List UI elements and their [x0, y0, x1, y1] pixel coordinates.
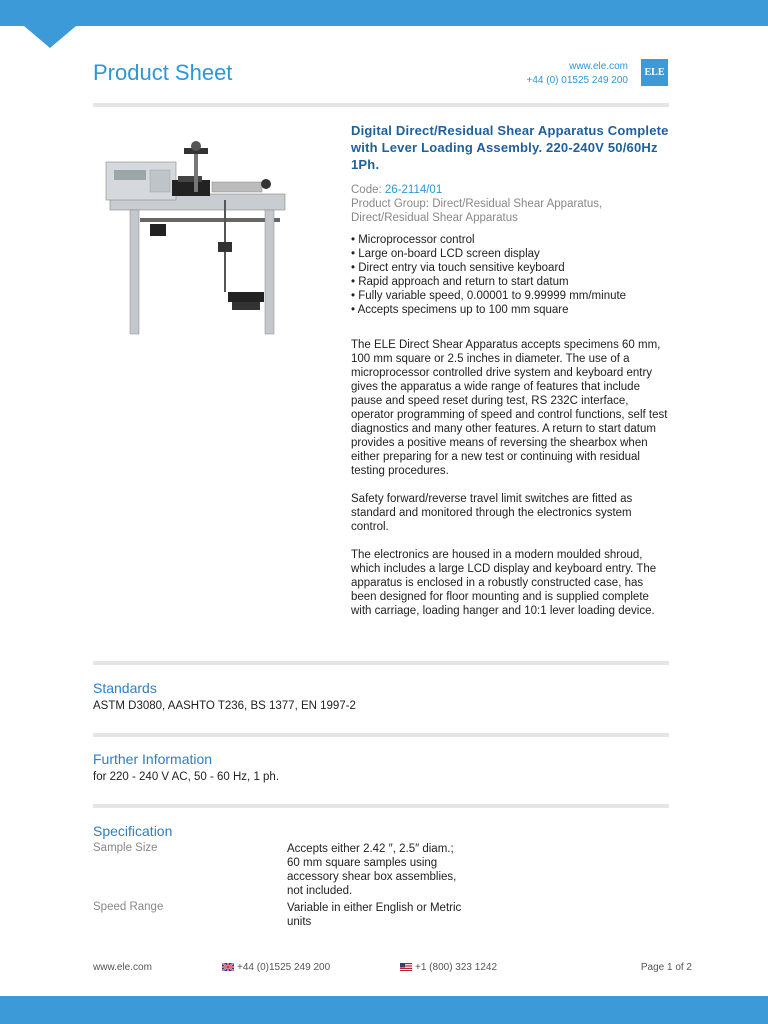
header-website-link[interactable]: www.ele.com	[569, 61, 628, 72]
bottom-band	[0, 996, 768, 1024]
header-divider	[93, 103, 669, 107]
further-info-text: for 220 - 240 V AC, 50 - 60 Hz, 1 ph.	[93, 771, 280, 783]
further-info-divider	[93, 733, 669, 737]
product-group-link-1[interactable]: Direct/Residual Shear Apparatus,	[432, 198, 603, 210]
footer-us-phone	[400, 962, 497, 973]
page-title: Product Sheet	[93, 60, 233, 85]
feature-item: • Accepts specimens up to 100 mm square	[351, 304, 569, 316]
spec-value-sample-size: Accepts either 2.42 ″, 2.5″ diam.; 60 mm square samples using accessory shear box assemblies, not included.	[287, 843, 457, 897]
feature-item: • Direct entry via touch sensitive keyboard	[351, 262, 565, 274]
specification-divider	[93, 804, 669, 808]
feature-item: • Rapid approach and return to start datum	[351, 276, 569, 288]
product-details	[351, 122, 669, 618]
ele-logo: ELE	[641, 59, 668, 86]
specification-heading: Specification	[93, 823, 173, 839]
further-info-heading: Further Information	[93, 751, 213, 767]
product-code	[351, 183, 669, 197]
footer-uk-phone	[222, 962, 330, 973]
feature-item: • Fully variable speed, 0.00001 to 9.99999 mm/minute	[351, 290, 627, 302]
code-label: Code:	[351, 184, 382, 196]
us-flag-icon	[400, 963, 412, 971]
product-code-link[interactable]: 26-2114/01	[384, 184, 443, 196]
uk-phone-text: +44 (0)1525 249 200	[237, 962, 331, 973]
header-contact	[527, 60, 628, 88]
product-image	[100, 122, 290, 352]
feature-item: • Microprocessor control	[351, 234, 475, 246]
spec-value-speed-range: Variable in either English or Metric units	[287, 902, 462, 928]
spec-label-sample-size: Sample Size	[93, 842, 158, 854]
standards-divider	[93, 661, 669, 665]
uk-flag-icon	[222, 963, 234, 971]
product-title: Digital Direct/Residual Shear Apparatus Complete with Lever Loading Assembly. 220-240V 50/60Hz 1Ph.	[351, 123, 669, 172]
feature-item: • Large on-board LCD screen display	[351, 248, 540, 260]
standards-text: ASTM D3080, AASHTO T236, BS 1377, EN 1997-2	[93, 700, 356, 712]
page-number: Page 1 of 2	[640, 962, 692, 973]
us-phone-text: +1 (800) 323 1242	[415, 962, 498, 973]
feature-list	[351, 233, 669, 317]
description-paragraph: The electronics are housed in a modern moulded shroud, which includes a large LCD display and keyboard entry. The apparatus is enclosed in a robustly constructed case, has been designed for floor mounting and is supplied complete with carriage, loading hanger and 10:1 lever loading device.	[351, 549, 657, 617]
top-band	[0, 0, 768, 26]
footer-website-link[interactable]: www.ele.com	[93, 962, 152, 973]
description-paragraph: The ELE Direct Shear Apparatus accepts specimens 60 mm, 100 mm square or 2.5 inches in diameter. The use of a microprocessor controlled drive system and keyboard entry gives the apparatus a wide range of features that include pause and speed reset during test, RS 232C interface, operator programming of speed and control functions, self test diagnostics and many other features. A return to start datum provides a positive means of reversing the shearbox when either preparing for a new test or continuing with residual testing procedures.	[351, 339, 668, 477]
spec-label-speed-range: Speed Range	[93, 901, 164, 913]
description-paragraph: Safety forward/reverse travel limit switches are fitted as standard and monitored through the electronics system control.	[351, 493, 633, 533]
product-group-link-2[interactable]: Direct/Residual Shear Apparatus	[351, 212, 518, 224]
header-phone: +44 (0) 01525 249 200	[526, 75, 628, 86]
group-label: Product Group:	[351, 198, 429, 210]
top-notch	[24, 26, 76, 48]
standards-heading: Standards	[93, 680, 157, 696]
product-group	[351, 197, 669, 225]
